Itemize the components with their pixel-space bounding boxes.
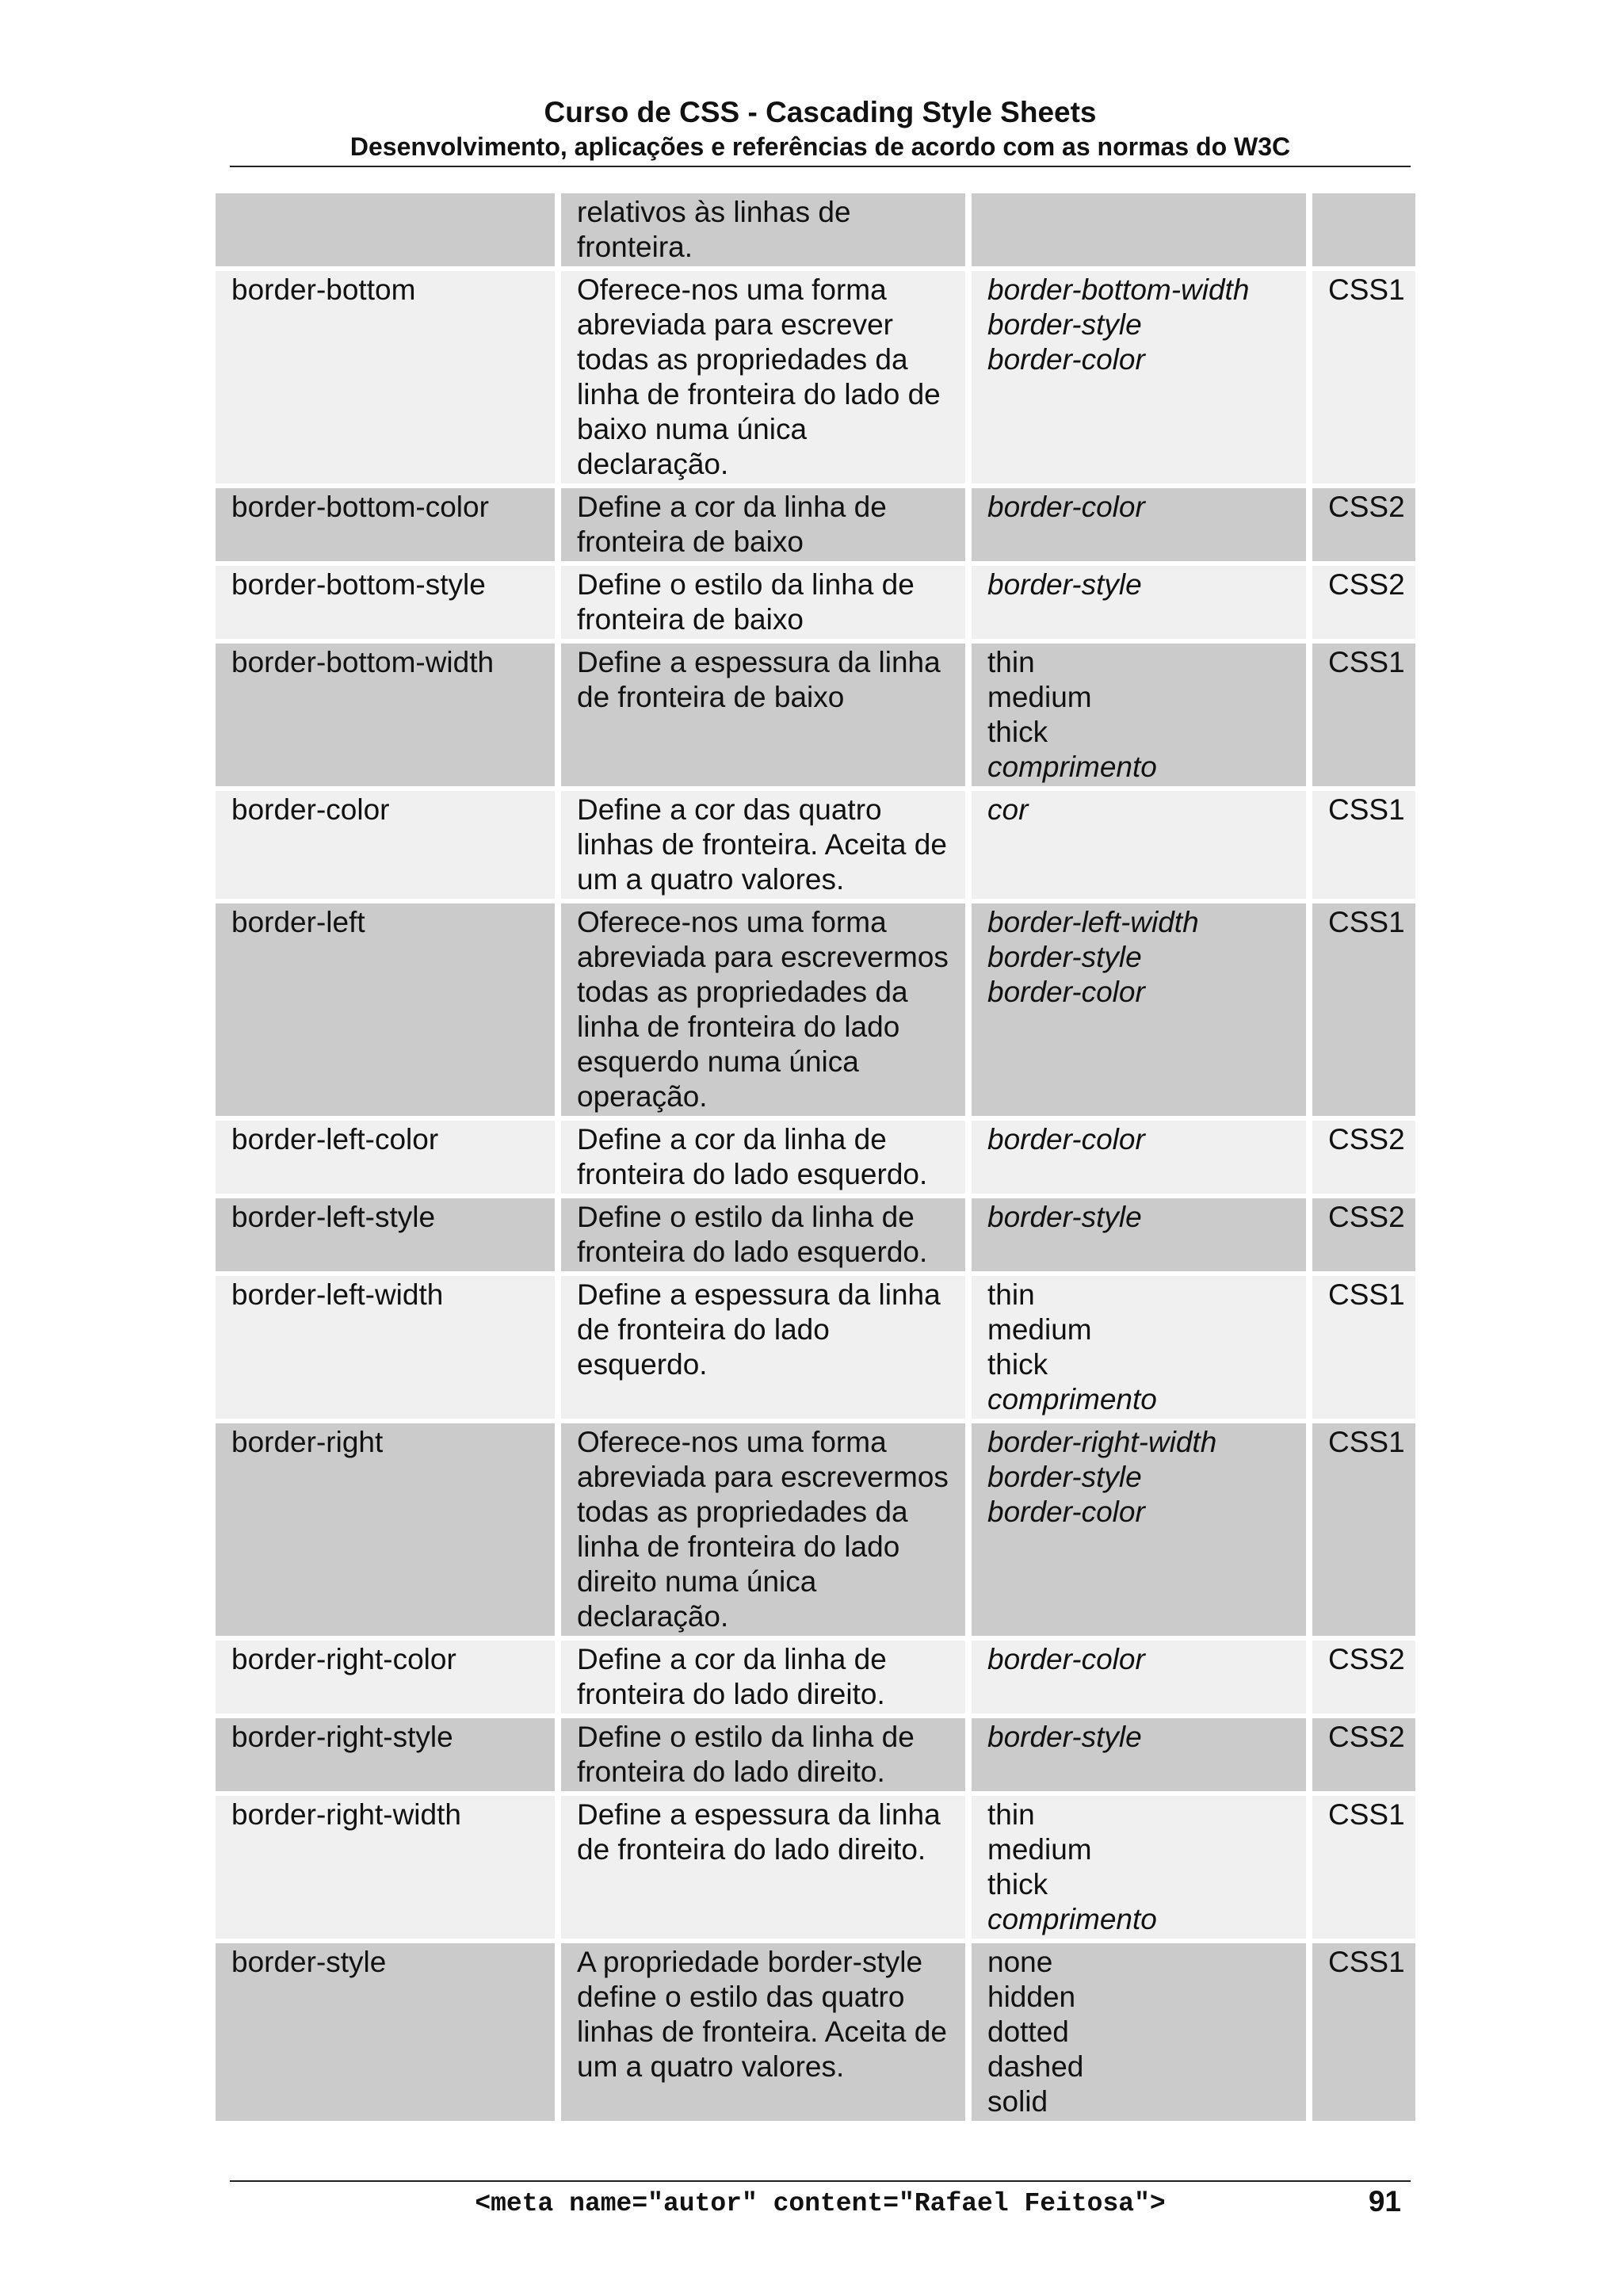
description-cell: Oferece-nos uma forma abreviada para escrevermos todas as propriedades da linha de fronteira do lado esquerdo numa única operação. — [561, 904, 965, 1116]
description-cell: Define o estilo da linha de fronteira de baixo — [561, 566, 965, 639]
css-version-cell: CSS2 — [1312, 1718, 1415, 1791]
value-item: thin — [987, 646, 1035, 678]
description-cell: Define o estilo da linha de fronteira do lado direito. — [561, 1718, 965, 1791]
value-item: comprimento — [987, 1383, 1157, 1415]
description-cell: Define a cor da linha de fronteira de baixo — [561, 488, 965, 561]
property-name-cell: border-left — [216, 904, 555, 1116]
table-row — [216, 1276, 1415, 1419]
table-body — [216, 193, 1415, 2121]
value-item: hidden — [987, 1981, 1076, 2013]
property-name-cell — [216, 193, 555, 266]
css-version-cell: CSS1 — [1312, 1423, 1415, 1636]
table-row — [216, 1198, 1415, 1271]
property-name-cell: border-bottom-width — [216, 644, 555, 786]
values-cell — [972, 644, 1306, 786]
description-cell: Define o estilo da linha de fronteira do lado esquerdo. — [561, 1198, 965, 1271]
property-name-cell: border-bottom-color — [216, 488, 555, 561]
description-cell: relativos às linhas de fronteira. — [561, 193, 965, 266]
value-item: dashed — [987, 2050, 1084, 2083]
property-name-cell: border-bottom-style — [216, 566, 555, 639]
property-name-cell: border-color — [216, 791, 555, 899]
property-name-cell: border-left-width — [216, 1276, 555, 1419]
values-cell — [972, 791, 1306, 899]
property-name-cell: border-style — [216, 1943, 555, 2121]
value-item: medium — [987, 681, 1092, 713]
property-name-cell: border-right-color — [216, 1641, 555, 1713]
description-cell: Define a cor das quatro linhas de fronteira. Aceita de um a quatro valores. — [561, 791, 965, 899]
table-row — [216, 644, 1415, 786]
value-item: solid — [987, 2085, 1048, 2118]
description-cell: Define a espessura da linha de fronteira do lado esquerdo. — [561, 1276, 965, 1419]
css-version-cell: CSS1 — [1312, 1943, 1415, 2121]
table-row — [216, 566, 1415, 639]
values-cell — [972, 1276, 1306, 1419]
css-version-cell: CSS1 — [1312, 1796, 1415, 1939]
css-version-cell: CSS1 — [1312, 271, 1415, 483]
css-version-cell: CSS2 — [1312, 1121, 1415, 1194]
document-subtitle: Desenvolvimento, aplicações e referências de acordo com as normas do W3C — [349, 132, 1291, 161]
css-version-cell: CSS2 — [1312, 488, 1415, 561]
page-number: 91 — [1368, 2185, 1401, 2218]
value-item: thin — [987, 1798, 1035, 1831]
value-item: border-style — [987, 1201, 1142, 1233]
value-item: border-style — [987, 568, 1142, 601]
header-divider — [230, 166, 1411, 167]
value-item: border-style — [987, 308, 1142, 341]
css-version-cell: CSS1 — [1312, 904, 1415, 1116]
description-cell: Define a espessura da linha de fronteira de baixo — [561, 644, 965, 786]
values-cell — [972, 1641, 1306, 1713]
values-cell — [972, 193, 1306, 266]
value-item: border-left-width — [987, 906, 1199, 938]
table-row — [216, 791, 1415, 899]
description-cell: A propriedade border-style define o estilo das quatro linhas de fronteira. Aceita de um a quatro valores. — [561, 1943, 965, 2121]
values-cell — [972, 271, 1306, 483]
value-item: border-bottom-width — [987, 273, 1250, 306]
property-name-cell: border-left-style — [216, 1198, 555, 1271]
value-item: thick — [987, 1868, 1048, 1901]
table-row — [216, 271, 1415, 483]
description-cell: Define a cor da linha de fronteira do lado direito. — [561, 1641, 965, 1713]
values-cell — [972, 1718, 1306, 1791]
value-item: border-style — [987, 1721, 1142, 1753]
value-item: comprimento — [987, 751, 1157, 783]
property-name-cell: border-right-style — [216, 1718, 555, 1791]
value-item: border-color — [987, 491, 1145, 523]
css-version-cell: CSS1 — [1312, 644, 1415, 786]
value-item: border-color — [987, 1496, 1145, 1528]
values-cell — [972, 1943, 1306, 2121]
css-version-cell: CSS1 — [1312, 1276, 1415, 1419]
css-version-cell: CSS1 — [1312, 791, 1415, 899]
description-cell: Define a cor da linha de fronteira do lado esquerdo. — [561, 1121, 965, 1194]
description-cell: Define a espessura da linha de fronteira do lado direito. — [561, 1796, 965, 1939]
values-cell — [972, 1423, 1306, 1636]
value-item: medium — [987, 1833, 1092, 1866]
value-item: border-color — [987, 343, 1145, 376]
table-row — [216, 1943, 1415, 2121]
values-cell — [972, 1121, 1306, 1194]
values-cell — [972, 566, 1306, 639]
value-item: medium — [987, 1313, 1092, 1346]
value-item: comprimento — [987, 1903, 1157, 1935]
values-cell — [972, 904, 1306, 1116]
table-row — [216, 904, 1415, 1116]
value-item: thin — [987, 1278, 1035, 1311]
footer-divider — [230, 2180, 1411, 2182]
value-item: border-color — [987, 1123, 1145, 1156]
table-row — [216, 1718, 1415, 1791]
value-item: thick — [987, 716, 1048, 748]
css-version-cell: CSS2 — [1312, 1198, 1415, 1271]
values-cell — [972, 1796, 1306, 1939]
document-title: Curso de CSS - Cascading Style Sheets — [544, 96, 1097, 128]
table-row — [216, 1796, 1415, 1939]
property-name-cell: border-right-width — [216, 1796, 555, 1939]
page-header — [230, 95, 1411, 162]
table-row — [216, 193, 1415, 266]
property-name-cell: border-bottom — [216, 271, 555, 483]
property-name-cell: border-right — [216, 1423, 555, 1636]
css-version-cell: CSS2 — [1312, 566, 1415, 639]
value-item: border-style — [987, 1461, 1142, 1493]
value-item: border-color — [987, 1643, 1145, 1675]
values-cell — [972, 488, 1306, 561]
description-cell: Oferece-nos uma forma abreviada para escrever todas as propriedades da linha de fronteira do lado de baixo numa única declaração. — [561, 271, 965, 483]
table-row — [216, 1423, 1415, 1636]
css-version-cell — [1312, 193, 1415, 266]
value-item: none — [987, 1946, 1053, 1978]
value-item: border-style — [987, 941, 1142, 973]
value-item: border-color — [987, 976, 1145, 1008]
footer-meta-tag: <meta name="autor" content="Rafael Feitosa"> — [475, 2189, 1166, 2218]
css-version-cell: CSS2 — [1312, 1641, 1415, 1713]
value-item: cor — [987, 793, 1029, 826]
description-cell: Oferece-nos uma forma abreviada para escrevermos todas as propriedades da linha de fronteira do lado direito numa única declaração. — [561, 1423, 965, 1636]
table-row — [216, 488, 1415, 561]
values-cell — [972, 1198, 1306, 1271]
table-row — [216, 1121, 1415, 1194]
table-row — [216, 1641, 1415, 1713]
property-name-cell: border-left-color — [216, 1121, 555, 1194]
css-properties-table — [209, 189, 1422, 2126]
value-item: dotted — [987, 2015, 1069, 2048]
value-item: border-right-width — [987, 1426, 1217, 1458]
value-item: thick — [987, 1348, 1048, 1381]
